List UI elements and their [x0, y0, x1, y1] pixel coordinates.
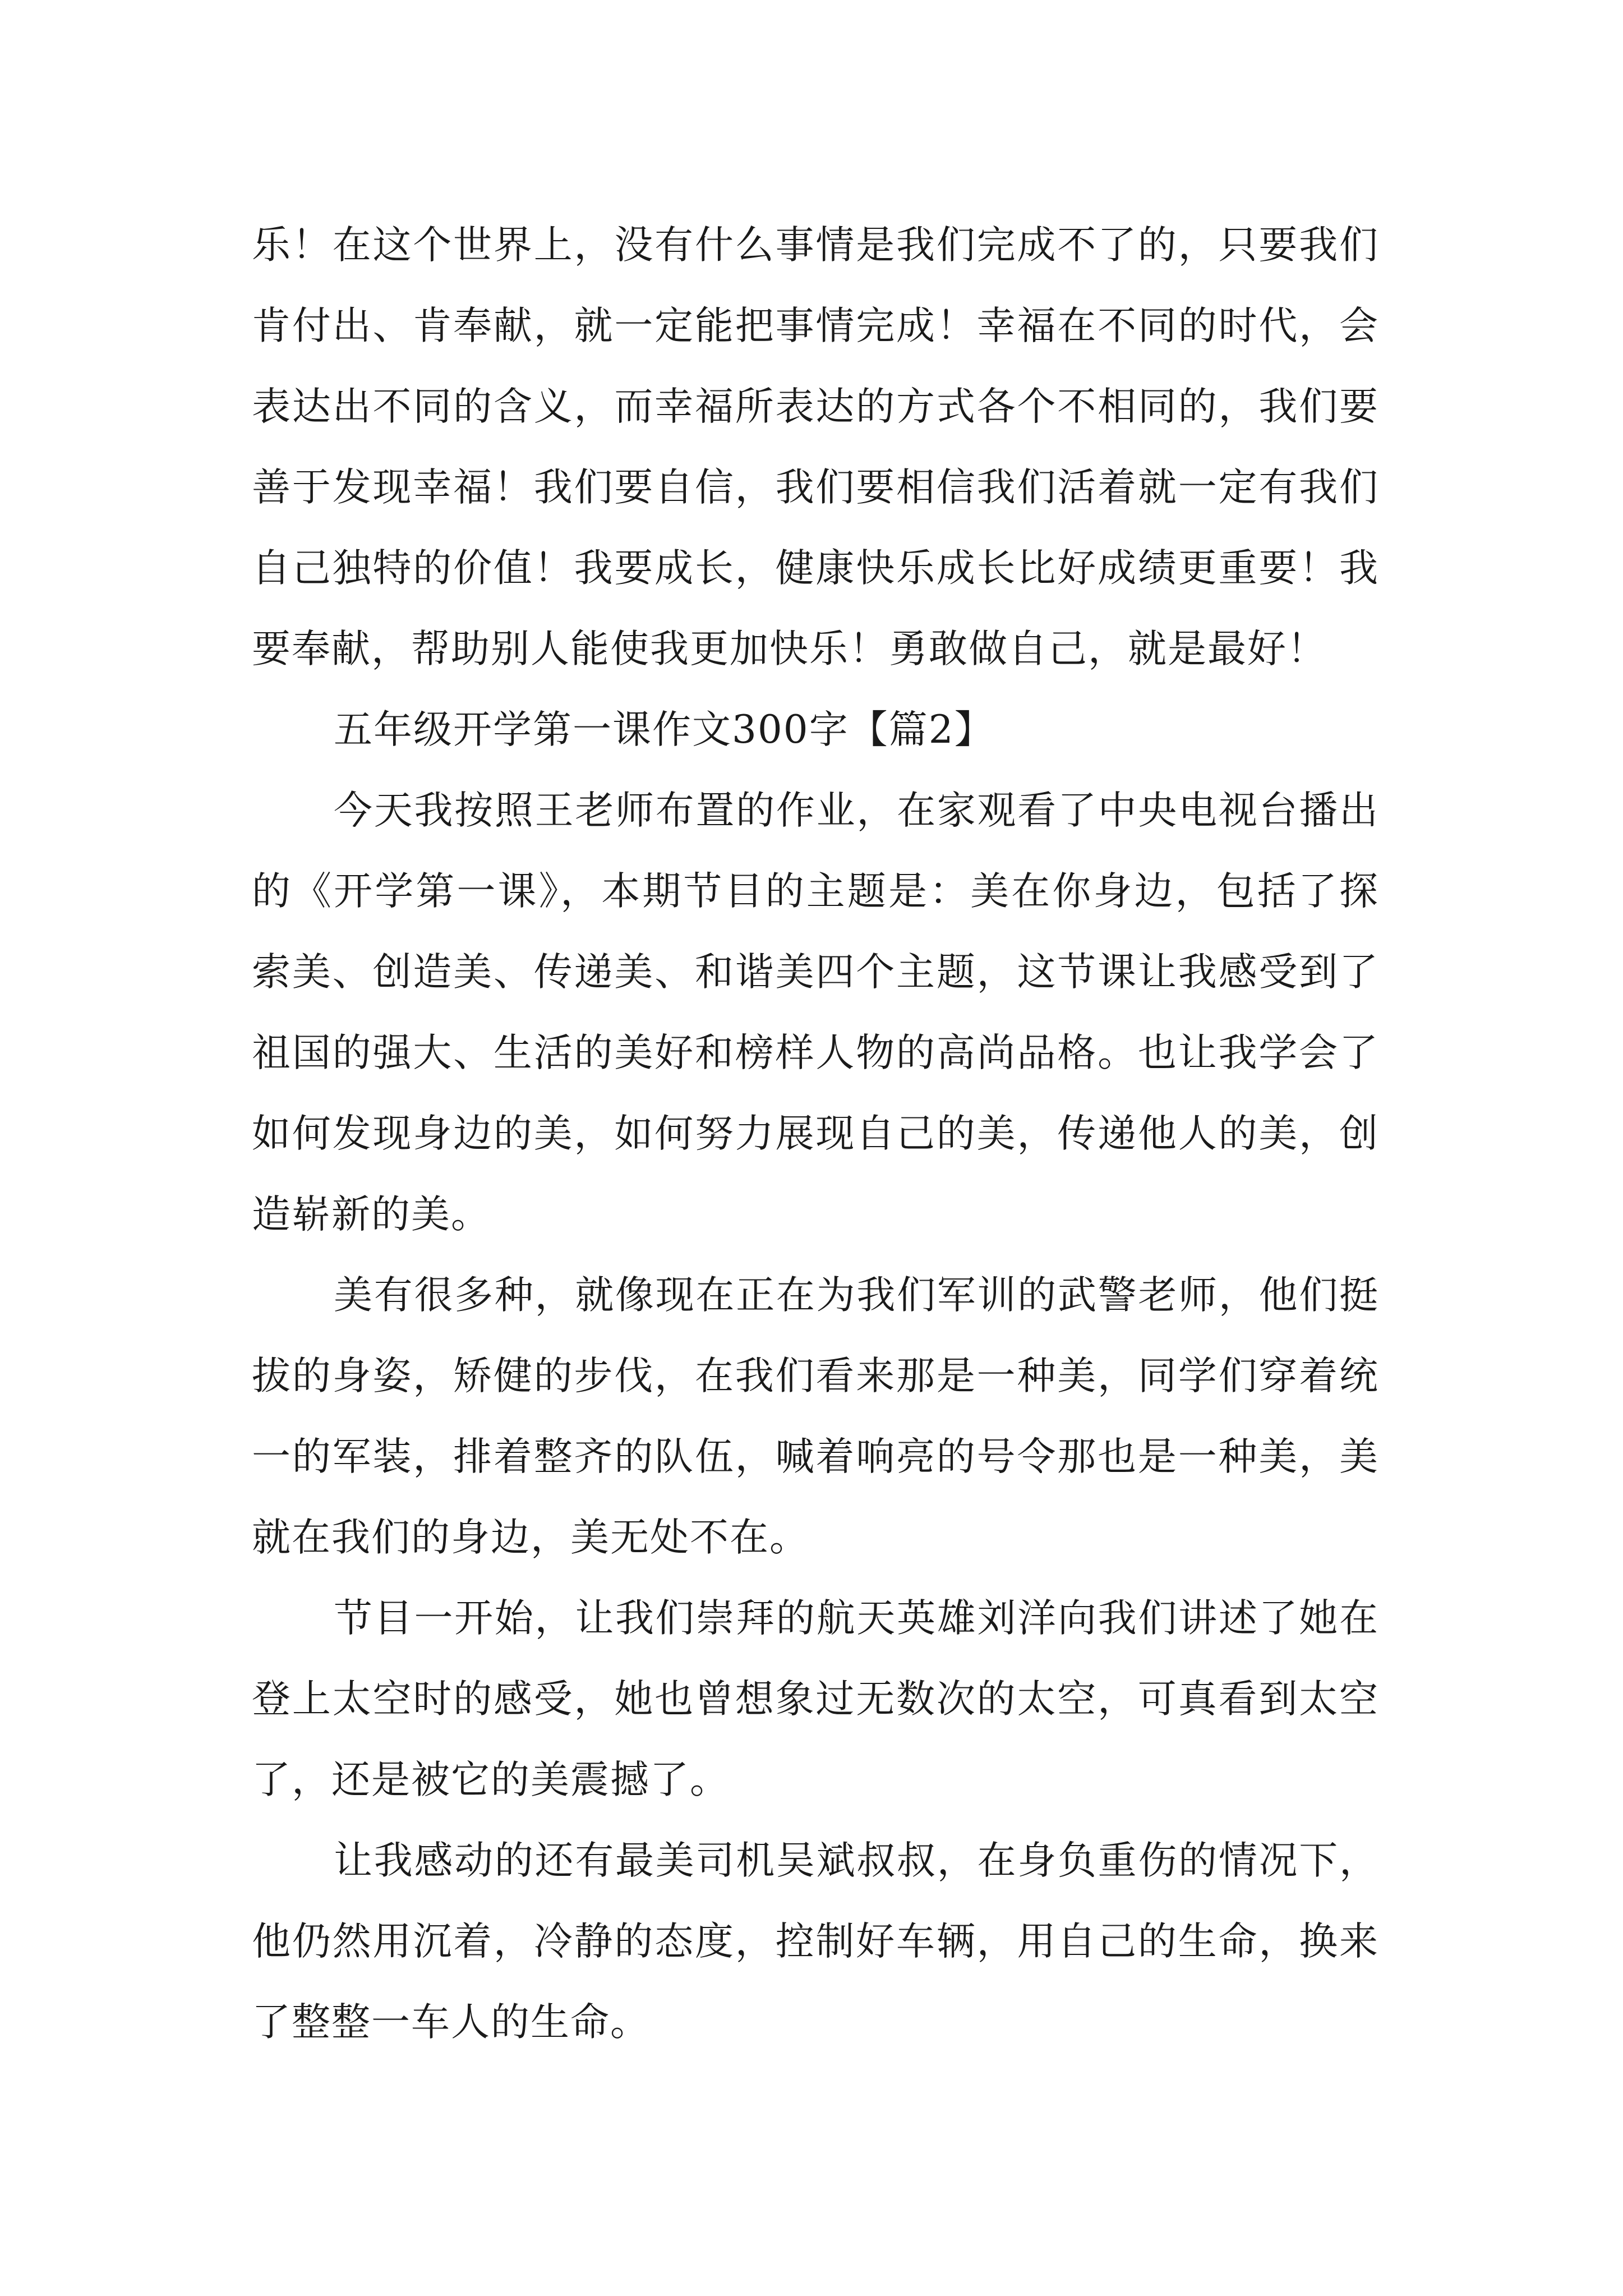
paragraph-1: 今天我按照王老师布置的作业，在家观看了中央电视台播出的《开学第一课》，本期节目的主题是：美在你身边，包括了探索美、创造美、传递美、和谐美四个主题，这节课让我感受到了祖国的强大、生活的美好和榜样人物的高尚品格。也让我学会了如何发现身边的美，如何努力展现自己的美，传递他人的美，创造崭新的美。 [252, 788, 1379, 1237]
paragraph-3: 节目一开始，让我们崇拜的航天英雄刘洋向我们讲述了她在登上太空时的感受，她也曾想象过无数次的太空，可真看到太空了，还是被它的美震撼了。 [252, 1596, 1379, 1802]
paragraph-4: 让我感动的还有最美司机吴斌叔叔，在身负重伤的情况下，他仍然用沉着，冷静的态度，控制好车辆，用自己的生命，换来了整整一车人的生命。 [252, 1838, 1379, 2045]
paragraph-continued: 乐！在这个世界上，没有什么事情是我们完成不了的，只要我们肯付出、肯奉献，就一定能把事情完成！幸福在不同的时代，会表达出不同的含义，而幸福所表达的方式各个不相同的，我们要善于发现幸福！我们要自信，我们要相信我们活着就一定有我们自己独特的价值！我要成长，健康快乐成长比好成绩更重要！我要奉献，帮助别人能使我更加快乐！勇敢做自己，就是最好！ [252, 223, 1379, 671]
section-heading: 五年级开学第一课作文300字【篇2】 [334, 707, 994, 752]
document-body [252, 205, 1379, 2063]
paragraph-2: 美有很多种，就像现在正在为我们军训的武警老师，他们挺拔的身姿，矫健的步伐，在我们看来那是一种美，同学们穿着统一的军装，排着整齐的队伍，喊着响亮的号令那也是一种美，美就在我们的身边，美无处不在。 [252, 1273, 1379, 1560]
